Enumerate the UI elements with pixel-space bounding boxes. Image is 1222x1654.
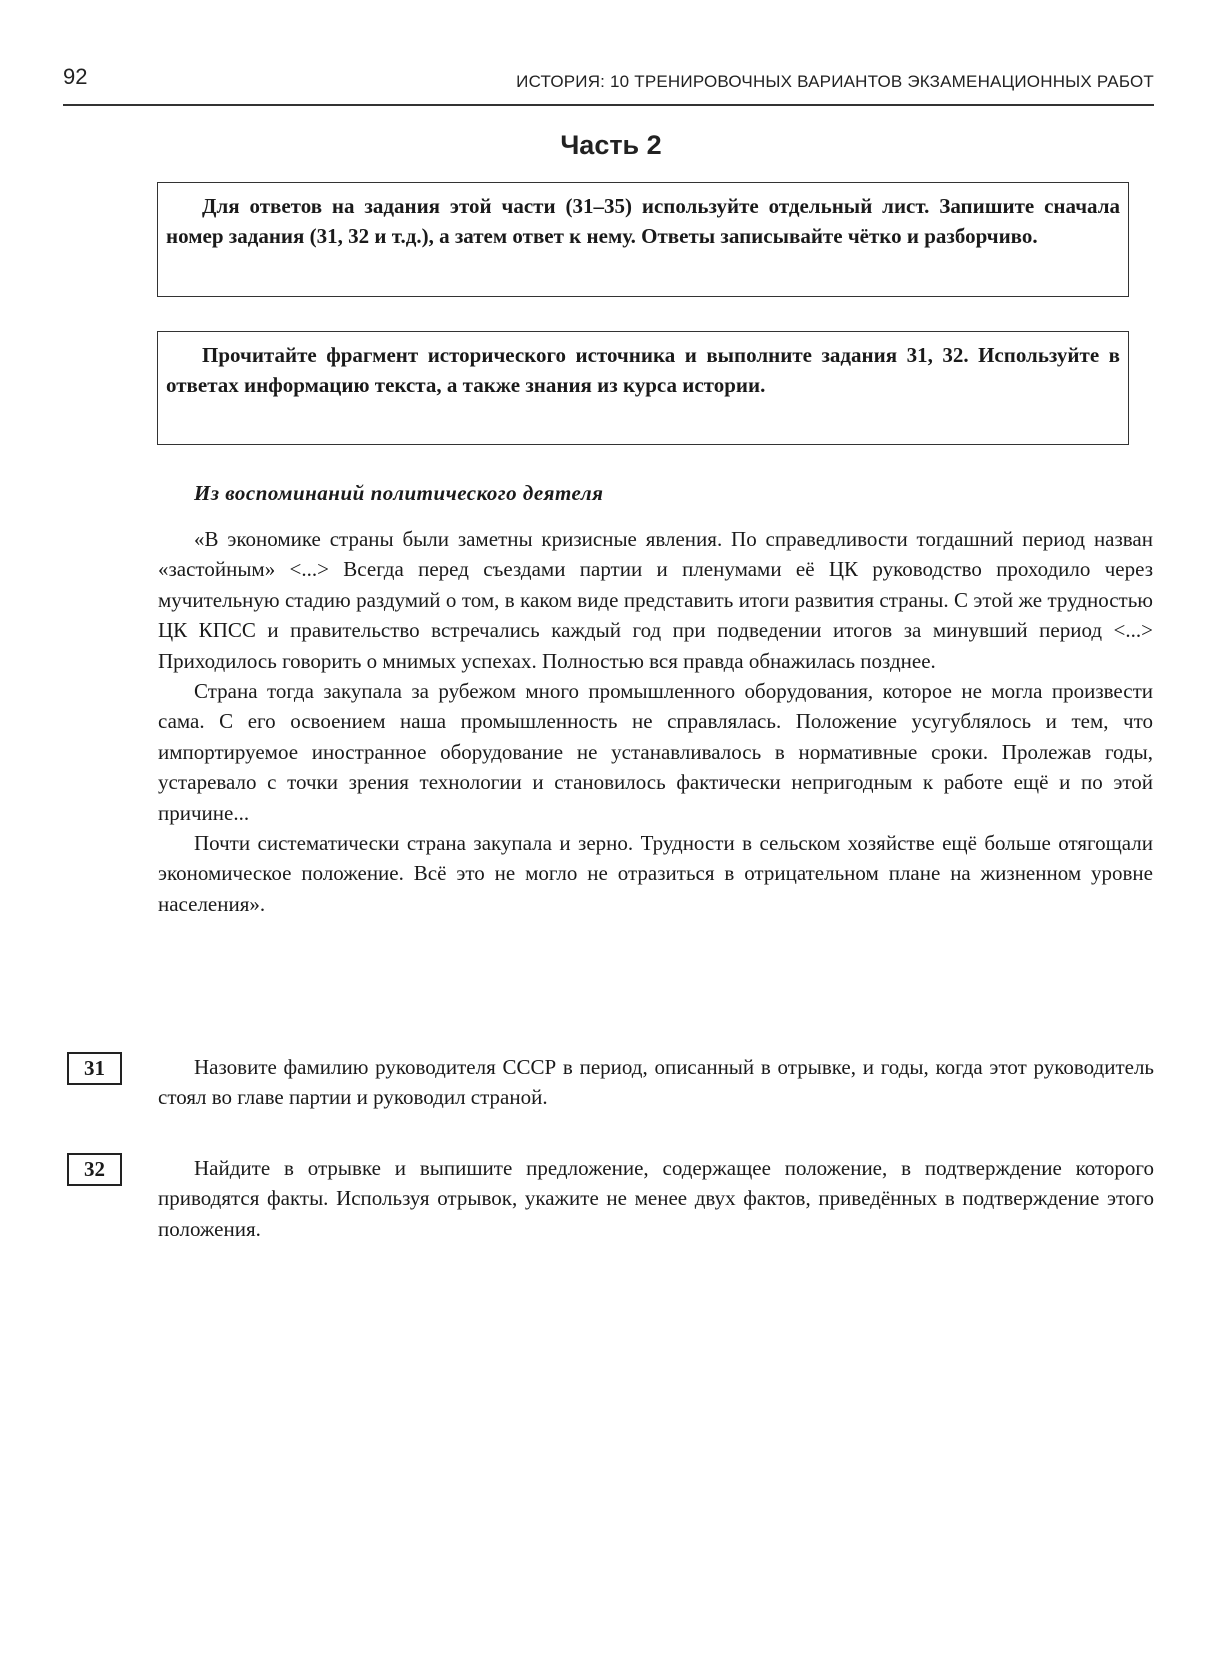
task-number-box: 31 [67, 1052, 122, 1085]
source-quote [158, 524, 1153, 919]
answer-instructions-box [157, 182, 1129, 297]
task-text: Назовите фамилию руководителя СССР в период, описанный в отрывке, и годы, когда этот руководитель стоял во главе партии и руководил страной. [158, 1055, 1154, 1110]
quote-paragraph: Страна тогда закупала за рубежом много промышленного оборудования, которое не могла произвести сама. С его освоением наша промышленность не справлялась. Положение усугублялось и тем, что импортируемое иностранное оборудование не устанавливалось в нормативные сроки. Пролежав годы, устаревало с точки зрения технологии и становилось фактически непригодным к работе ещё и по этой причине... [158, 679, 1153, 825]
source-instructions-text: Прочитайте фрагмент исторического источника и выполните задания 31, 32. Используйте в ответах информацию текста, а также знания из курса истории. [166, 343, 1120, 397]
running-title: ИСТОРИЯ: 10 ТРЕНИРОВОЧНЫХ ВАРИАНТОВ ЭКЗАМЕНАЦИОННЫХ РАБОТ [516, 72, 1154, 91]
quote-paragraph: Почти систематически страна закупала и зерно. Трудности в сельском хозяйстве ещё больше отягощали экономическое положение. Всё это не могло не отразиться в отрицательном плане на жизненном уровне населения». [158, 831, 1153, 916]
answer-instructions-text: Для ответов на задания этой части (31–35) используйте отдельный лист. Запишите сначала номер задания (31, 32 и т.д.), а затем ответ к нему. Ответы записывайте чётко и разборчиво. [166, 194, 1120, 248]
part-title: Часть 2 [560, 130, 662, 160]
quote-paragraph: «В экономике страны были заметны кризисные явления. По справедливости тогдашний период назван «застойным» <...> Всегда перед съездами партии и пленумами её ЦК руководство проходило через мучительную стадию раздумий о том, в каком виде представить итоги развития страны. С этой же трудностью ЦК КПСС и правительство встречались каждый год при подведении итогов за минувший период <...> Приходилось говорить о мнимых успехах. Полностью вся правда обнажилась позднее. [158, 527, 1153, 673]
header-rule [63, 104, 1154, 106]
task-text: Найдите в отрывке и выпишите предложение, содержащее положение, в подтверждение которого приводятся факты. Используя отрывок, укажите не менее двух фактов, приведённых в подтверждение этого положения. [158, 1156, 1154, 1241]
source-title: Из воспоминаний политического деятеля [194, 481, 604, 505]
page-number: 92 [63, 64, 88, 89]
source-instructions-box [157, 331, 1129, 445]
task-number-box: 32 [67, 1153, 122, 1186]
